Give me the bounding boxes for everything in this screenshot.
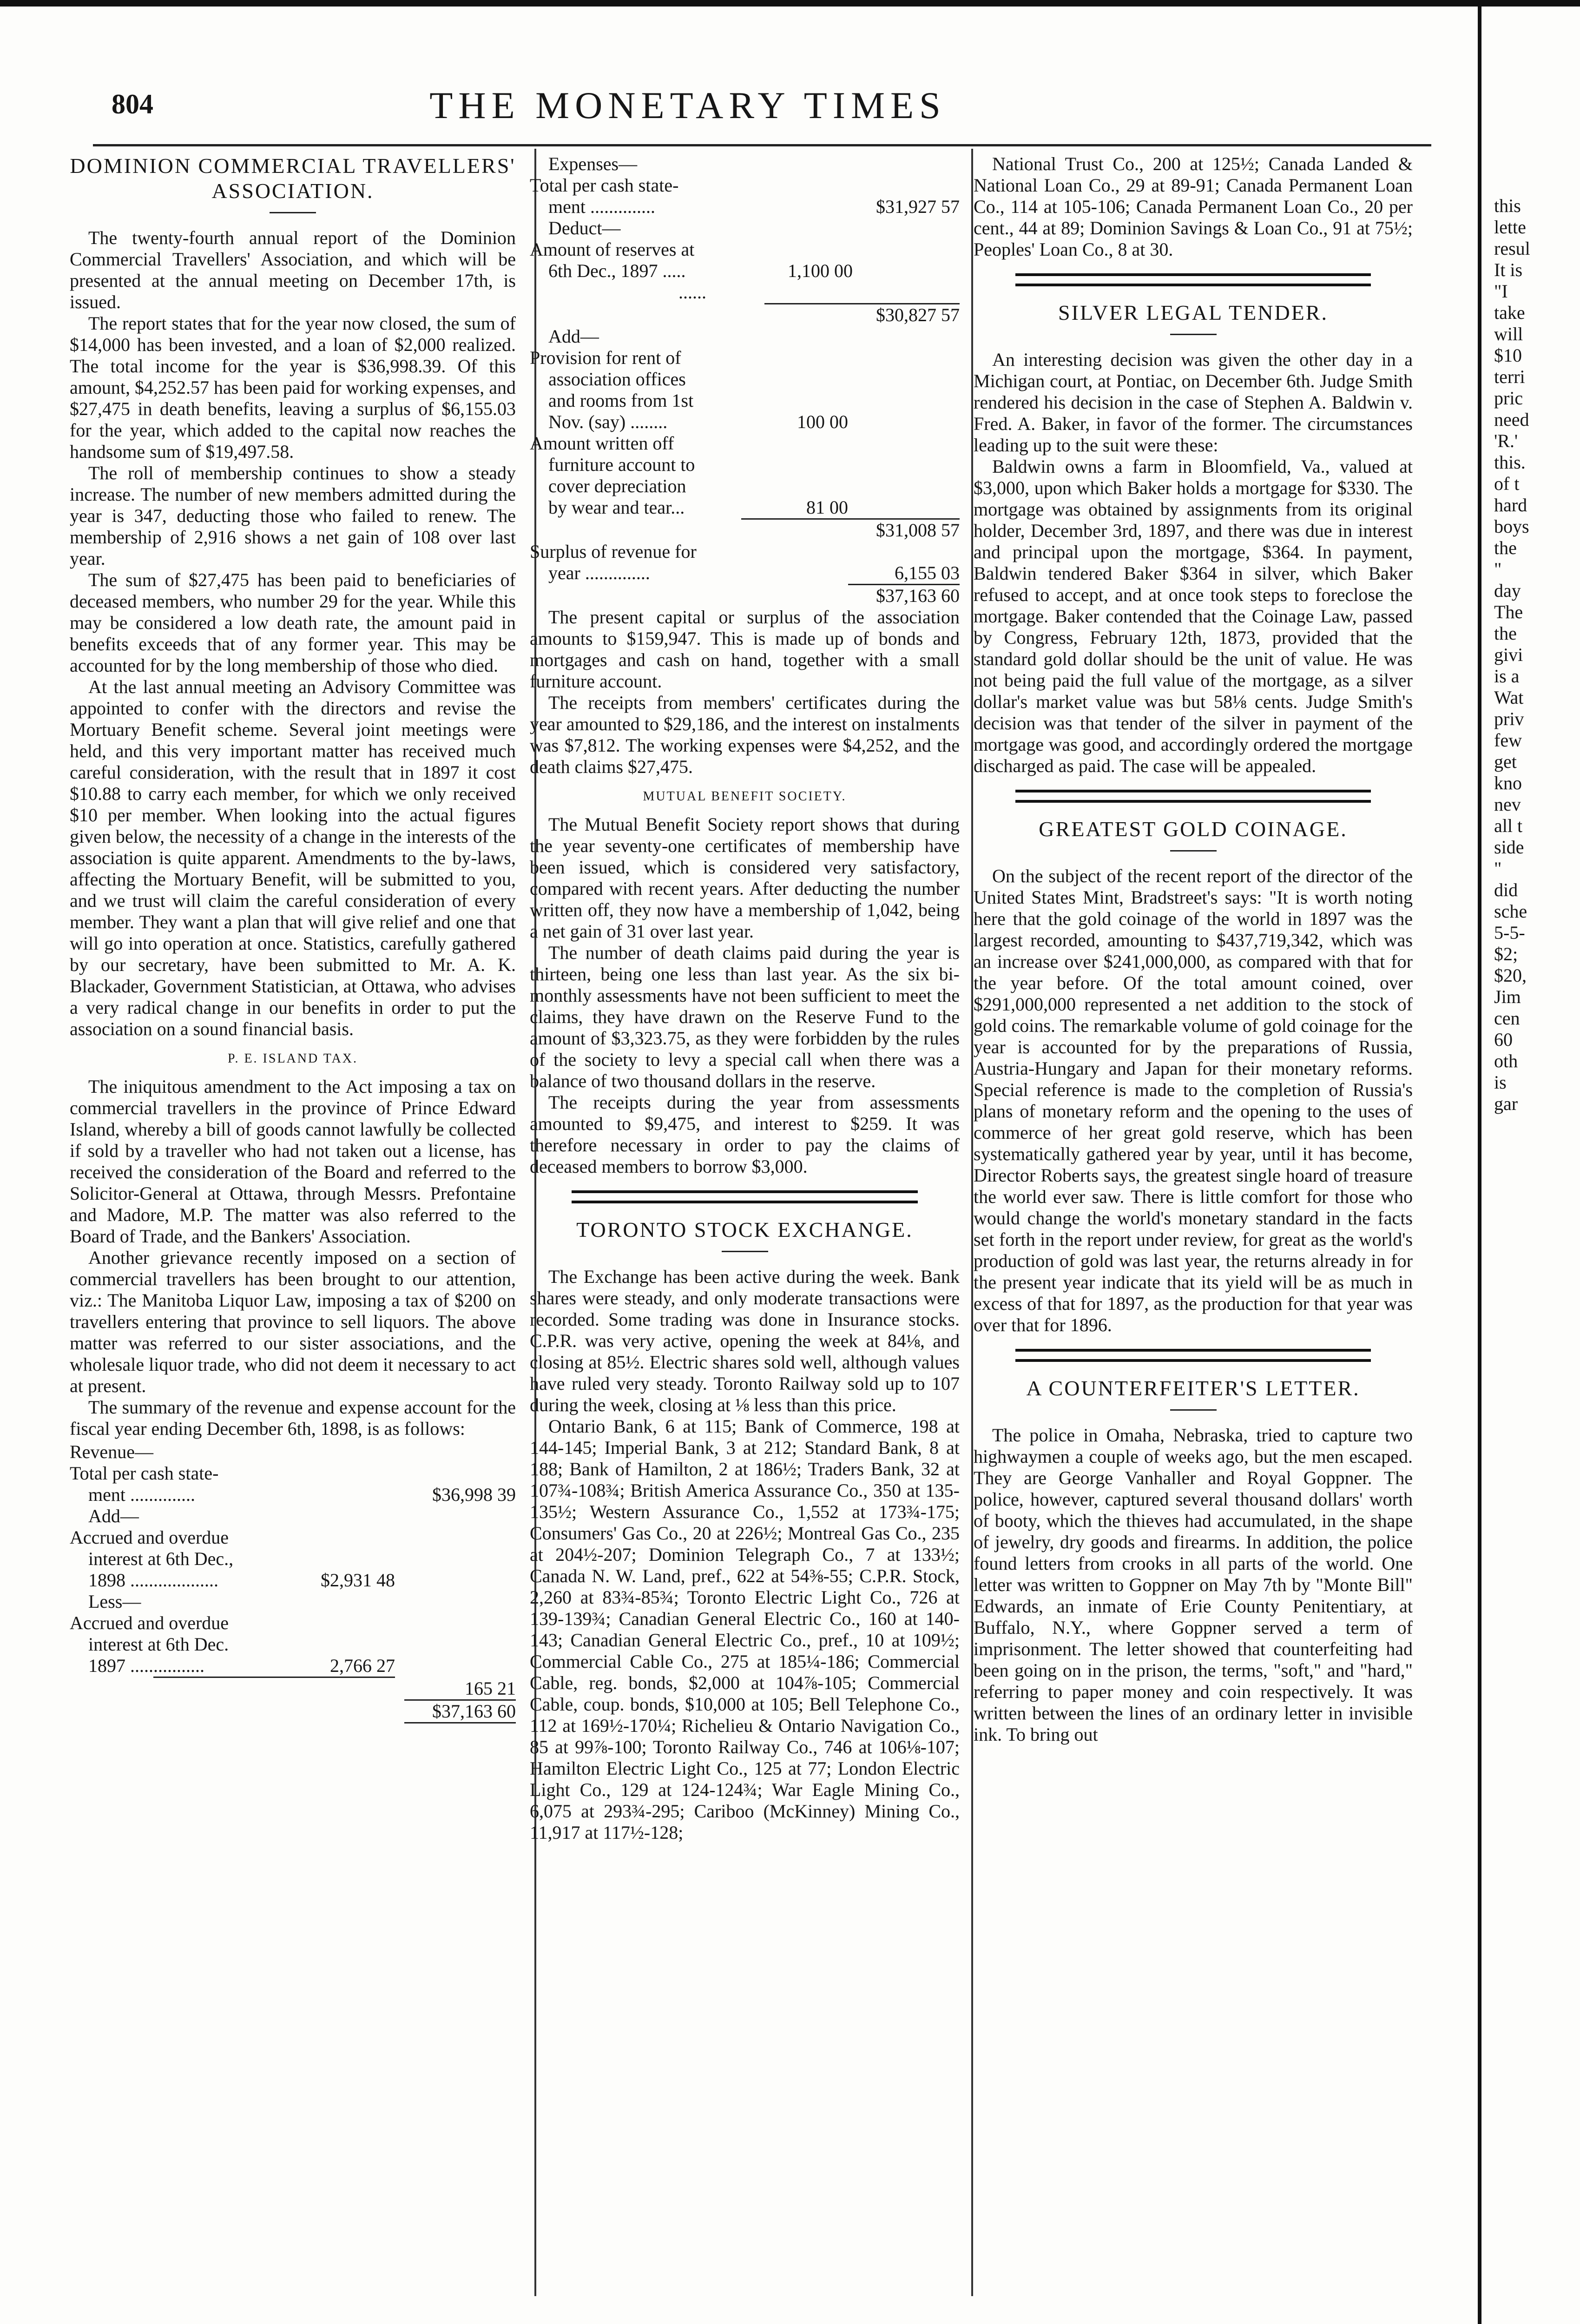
fragment-line: did bbox=[1494, 879, 1518, 900]
account-label: Surplus of revenue for bbox=[530, 541, 697, 562]
account-value: 100 00 bbox=[797, 411, 848, 432]
fragment-line: hard bbox=[1494, 495, 1527, 515]
account-label: interest at 6th Dec., bbox=[88, 1548, 234, 1569]
fragment-line: priv bbox=[1494, 708, 1524, 729]
paragraph: The police in Omaha, Nebraska, tried to capture two highwaymen a couple of weeks ago, but the men escaped. They are George Vanhaller and Royal Goppner. The police, however, captured several thousand dollars' worth of booty, which the thieves had accumulated, in the shape of jewelry, dry goods and firearms. In addition, the police found letters from crooks in all parts of the world. One letter was written to Goppner on May 7th by "Monte Bill" Edwards, an inmate of Erie County Penitentiary, at Buffalo, N.Y., where Goppner served a term of imprisonment. The letter showed that counterfeiting had been going on in the prison, the terms, "soft," and "hard," referring to paper money and coin respectively. It was written between the lines of an ordinary letter in invisible ink. To bring out bbox=[974, 1425, 1413, 1745]
paragraph: Another grievance recently imposed on a section of commercial travellers has been brought to our attention, viz.: The Manitoba Liquor Law, imposing a tax of $200 on travellers entering that province to sell liquors. The above matter was referred to our sister associations, and the wholesale liquor trade, who did not deem it necessary to act at present. bbox=[70, 1247, 516, 1396]
paragraph: The roll of membership continues to show a steady increase. The number of new members admitted during the year is 347, deducting those who failed to renew. The membership of 2,916 shows a net gain of 108 over last year. bbox=[70, 462, 516, 569]
paragraph: The report states that for the year now closed, the sum of $14,000 has been invested, and a loan of $2,000 realized. The total income for the year is $36,998.39. Of this amount, $4,252.57 has been paid for working expenses, and $27,475 in death benefits, leaving a surplus of $6,155.03 for the year, which added to the capital now reaches the handsome sum of $19,497.58. bbox=[70, 313, 516, 462]
fragment-line: The bbox=[1494, 601, 1523, 622]
expenses-heading: Expenses— bbox=[548, 153, 638, 174]
fragment-line: take bbox=[1494, 302, 1525, 323]
fragment-line: this bbox=[1494, 195, 1521, 216]
column-2 bbox=[530, 153, 960, 1843]
fragment-line: lette bbox=[1494, 217, 1526, 238]
paragraph: The summary of the revenue and expense account for the fiscal year ending December 6th, 1898, is as follows: bbox=[70, 1397, 516, 1439]
paragraph: The receipts during the year from assessments amounted to $9,475, and interest to $259. It was therefore necessary in order to pay the claims of deceased members to borrow $3,000. bbox=[530, 1092, 960, 1177]
fragment-line: resul bbox=[1494, 238, 1530, 259]
account-value: $30,827 57 bbox=[876, 304, 960, 325]
title-rule bbox=[1170, 1409, 1217, 1411]
fragment-line: side bbox=[1494, 837, 1524, 858]
paragraph: The number of death claims paid during the year is thirteen, being one less than last year. As the six bi-monthly assessments have not been sufficient to meet the claims, they have drawn on the Reserve Fund to the amount of $3,323.75, as they were forbidden by the rules of the society to levy a special call when there was a balance of two thousand dollars in the reserve. bbox=[530, 942, 960, 1091]
revenue-heading: Revenue— bbox=[70, 1441, 153, 1462]
fragment-line: terri bbox=[1494, 366, 1525, 387]
fragment-line: " bbox=[1494, 559, 1502, 580]
fragment-line: is a bbox=[1494, 666, 1520, 687]
sum-rule bbox=[404, 1722, 516, 1723]
account-heading: Deduct— bbox=[548, 218, 621, 238]
fragment-line: kno bbox=[1494, 772, 1522, 793]
account-total: $37,163 60 bbox=[432, 1701, 516, 1722]
fragment-line: givi bbox=[1494, 644, 1523, 665]
fragment-line: cen bbox=[1494, 1008, 1520, 1029]
account-label: 1897 ................ bbox=[88, 1655, 204, 1676]
article-title-commercial-travellers: DOMINION COMMERCIAL TRAVELLERS' ASSOCIATION. bbox=[70, 154, 516, 203]
fragment-line: sche bbox=[1494, 901, 1527, 922]
fragment-line: "I bbox=[1494, 281, 1508, 302]
account-label: by wear and tear... bbox=[548, 497, 685, 518]
section-double-rule bbox=[1015, 273, 1371, 286]
paragraph: The Exchange has been active during the week. Bank shares were steady, and only moderate transactions were recorded. Some trading was done in Insurance stocks. C.P.R. was very active, opening the week at 84⅛, and closing at 85½. Electric shares sold well, although values have ruled very steady. Toronto Railway sold up to 107 during the week, closing at ⅛ less than this price. bbox=[530, 1266, 960, 1415]
section-double-rule bbox=[572, 1190, 918, 1203]
fragment-line: Wat bbox=[1494, 687, 1524, 708]
article-title-counterfeiter: A COUNTERFEITER'S LETTER. bbox=[1026, 1376, 1360, 1400]
subhead-pei-tax: P. E. ISLAND TAX. bbox=[227, 1051, 358, 1066]
account-label: Total per cash state- bbox=[530, 175, 679, 196]
account-label: Accrued and overdue bbox=[70, 1527, 229, 1548]
subhead-mutual-benefit: MUTUAL BENEFIT SOCIETY. bbox=[643, 789, 847, 804]
paragraph: The twenty-fourth annual report of the Dominion Commercial Travellers' Association, and which will be presented at the annual meeting on December 17th, is issued. bbox=[70, 227, 516, 312]
account-label: Provision for rent of bbox=[530, 347, 681, 368]
fragment-line: 5-5- bbox=[1494, 922, 1525, 943]
fragment-line: $10 bbox=[1494, 345, 1522, 366]
section-double-rule bbox=[1015, 790, 1371, 803]
account-label: 1898 ................... bbox=[88, 1570, 218, 1591]
account-value: 6,155 03 bbox=[895, 562, 960, 583]
paragraph: Baldwin owns a farm in Bloomfield, Va., valued at $3,000, upon which Baker holds a mortgage for $330. The mortgage was obtained by assignments from its original holder, December 3rd, 1897, and there was due in interest and principal upon the mortgage, $364. In payment, Baldwin tendered Baker $364 in silver, which Baker refused to accept, and at once took steps to foreclose the mortgage. Baker contended that the Coinage Law, passed by Congress, February 12th, 1873, provided that the standard gold dollar should be the unit of value. He was not being paid the full value of the mortgage, as a silver dollar's market value was but 58⅛ cents. Judge Smith's decision was that tender of the silver in payment of the mortgage was good, and accordingly ordered the mortgage discharged as paid. The case will be appealed. bbox=[974, 456, 1413, 776]
adjacent-page-fragment bbox=[1494, 195, 1578, 1115]
paragraph: The present capital or surplus of the association amounts to $159,947. This is made up of bonds and mortgages and cash on hand, together with a small furniture account. bbox=[530, 607, 960, 692]
column-divider-2 bbox=[971, 149, 973, 2296]
account-heading: Less— bbox=[88, 1591, 141, 1612]
account-total: $37,163 60 bbox=[876, 585, 960, 606]
paragraph: National Trust Co., 200 at 125½; Canada Landed & National Loan Co., 29 at 89-91; Canada Permanent Loan Co., 114 at 105-106; Canada Permanent Loan Co., 20 per cent., 44 at 89; Dominion Savings & Loan Co., 91 at 75½; Peoples' Loan Co., 8 at 30. bbox=[974, 153, 1413, 260]
paragraph: The receipts from members' certificates during the year amounted to $29,186, and the interest on instalments was $7,812. The working expenses were $4,252, and the death claims $27,475. bbox=[530, 692, 960, 777]
paragraph: The iniquitous amendment to the Act imposing a tax on commercial travellers in the province of Prince Edward Island, whereby a bill of goods cannot lawfully be collected if sold by a traveller who had not taken out a license, has received the consideration of the Board and referred to the Solicitor-General at Ottawa, through Messrs. Prefontaine and Madore, M.P. The matter was also referred to the Board of Trade, and the Bankers' Association. bbox=[70, 1076, 516, 1247]
page-top-border bbox=[0, 0, 1580, 7]
fragment-line: pric bbox=[1494, 388, 1523, 409]
column-1 bbox=[70, 153, 516, 1723]
article-title-silver-tender: SILVER LEGAL TENDER. bbox=[1058, 301, 1328, 324]
fragment-line: the bbox=[1494, 537, 1517, 558]
account-dots: ...... bbox=[678, 282, 706, 303]
fragment-line: oth bbox=[1494, 1050, 1518, 1071]
account-value: 81 00 bbox=[806, 497, 848, 518]
fragment-line: of t bbox=[1494, 473, 1520, 494]
paragraph: At the last annual meeting an Advisory Committee was appointed to confer with the directors and revise the Mortuary Benefit scheme. Several joint meetings were held, and this very important matter has received much careful consideration, with the result that in 1897 it cost $10.88 to carry each member, for which we only received $10 per member. When looking into the actual figures given below, the necessity of a change in the interests of the association is quite apparent. Amendments to the by-laws, affecting the Mortuary Benefit, will be submitted to you, and we trust will claim the careful consideration of every member. They want a plan that will give relief and one that will go into operation at once. Statistics, carefully gathered by our secretary, have been submitted to Mr. A. K. Blackader, Government Statistician, at Ottawa, who advises a very radical change in our benefits in order to put the association on a sound financial basis. bbox=[70, 676, 516, 1039]
account-label: Accrued and overdue bbox=[70, 1612, 229, 1633]
fragment-line: $20, bbox=[1494, 965, 1527, 986]
column-3 bbox=[974, 153, 1413, 1745]
account-heading: Add— bbox=[548, 326, 599, 347]
title-rule bbox=[1170, 850, 1217, 852]
fragment-line: gar bbox=[1494, 1093, 1518, 1114]
account-label: association offices bbox=[548, 369, 686, 390]
page-right-border bbox=[1478, 0, 1481, 2324]
fragment-line: It is bbox=[1494, 259, 1523, 280]
expense-account-table bbox=[530, 153, 960, 607]
paragraph: The Mutual Benefit Society report shows that during the year seventy-one certificates of membership have been issued, which is considered very satisfactory, compared with recent years. After deducting the number written off, they now have a membership of 1,042, being a net gain of 31 over last year. bbox=[530, 814, 960, 942]
account-label: furniture account to bbox=[548, 454, 695, 475]
section-double-rule bbox=[1015, 1349, 1371, 1362]
header-rule bbox=[93, 144, 1431, 146]
account-label: ment .............. bbox=[88, 1484, 195, 1505]
fragment-line: " bbox=[1494, 858, 1502, 879]
masthead-title: THE MONETARY TIMES bbox=[429, 84, 946, 126]
account-label: ment .............. bbox=[548, 196, 655, 217]
account-label: 6th Dec., 1897 ..... bbox=[548, 260, 686, 281]
account-label: interest at 6th Dec. bbox=[88, 1634, 229, 1655]
fragment-line: need bbox=[1494, 409, 1529, 430]
fragment-line: boys bbox=[1494, 516, 1529, 537]
account-label: cover depreciation bbox=[548, 475, 686, 496]
paragraph: On the subject of the recent report of the director of the United States Mint, Bradstreet's says: "It is worth noting here that the gold coinage of the world in 1897 was the largest recorded, amounting to $437,719,342, which was an increase over $241,000,000, as compared with that for the year before. Of the total amount coined, over $291,000,000 represented a net addition to the stock of gold coins. The remarkable volume of gold coinage for the year is accounted for by the preparations of Russia, Austria-Hungary and Japan for their monetary reforms. Special reference is made to the completion of Russia's plans of monetary reform and the opening to the uses of commerce of her great gold reserve, which has been systematically gathered year by year, until it has become, Director Roberts says, the greatest single hoard of treasure the world ever saw. There is little comfort for those who would change the world's monetary standard in the facts set forth in the report under review, for great as the world's production of gold was last year, the returns already in for the present year indicate that its yield will be as much in excess of that for 1897, as the production for that year was over that for 1896. bbox=[974, 865, 1413, 1335]
fragment-line: $2; bbox=[1494, 944, 1518, 964]
revenue-account-table bbox=[70, 1441, 516, 1723]
paragraph: An interesting decision was given the other day in a Michigan court, at Pontiac, on December 6th. Judge Smith rendered his decision in the case of Stephen A. Baldwin v. Fred. A. Baker, in favor of the former. The circumstances leading up to the suit were these: bbox=[974, 349, 1413, 456]
account-label: year .............. bbox=[548, 562, 650, 583]
title-rule bbox=[1170, 334, 1217, 335]
fragment-line: will bbox=[1494, 324, 1523, 344]
fragment-line: all t bbox=[1494, 815, 1523, 836]
fragment-line: nev bbox=[1494, 794, 1521, 815]
title-rule bbox=[722, 1251, 768, 1252]
account-label: Nov. (say) ........ bbox=[548, 411, 668, 432]
fragment-line: the bbox=[1494, 623, 1517, 644]
title-rule bbox=[270, 212, 316, 213]
paragraph: The sum of $27,475 has been paid to beneficiaries of deceased members, who number 29 for the year. While this may be considered a low death rate, the amount paid in benefits exceeds that of any former year. This may be accounted for by the long membership of those who died. bbox=[70, 569, 516, 676]
fragment-line: Jim bbox=[1494, 986, 1521, 1007]
fragment-line: 'R.' bbox=[1494, 430, 1518, 451]
page-number: 804 bbox=[112, 89, 153, 119]
account-value: $31,927 57 bbox=[876, 196, 960, 217]
paragraph: Ontario Bank, 6 at 115; Bank of Commerce, 198 at 144-145; Imperial Bank, 3 at 212; Standard Bank, 8 at 188; Bank of Hamilton, 2 at 186½; Traders Bank, 32 at 107¾-108¾; British America Assurance Co., 350 at 135-135½; Western Assurance Co., 1,552 at 173¾-175; Consumers' Gas Co., 20 at 226½; Montreal Gas Co., 235 at 204½-207; Dominion Telegraph Co., 7 at 133½; Canada N. W. Land, pref., 622 at 54⅜-55; C.P.R. Stock, 2,260 at 83¾-85¾; Toronto Electric Light Co., 726 at 139-139¾; Canadian General Electric Co., 160 at 140-143; Canadian General Electric Co., pref., 10 at 109½; Commercial Cable Co., 275 at 185¼-186; Commercial Cable, reg. bonds, $2,000 at 104⅞-105; Commercial Cable, coup. bonds, $10,000 at 105; Bell Telephone Co., 112 at 169½-170¼; Richelieu & Ontario Navigation Co., 85 at 99⅞-100; Toronto Railway Co., 746 at 106⅛-107; Hamilton Electric Light Co., 125 at 77; London Electric Light Co., 129 at 124-124¾; War Eagle Mining Co., 6,075 at 293¾-295; Cariboo (McKinney) Mining Co., 11,917 at 117½-128; bbox=[530, 1416, 960, 1843]
fragment-line: day bbox=[1494, 580, 1521, 601]
account-value: 2,766 27 bbox=[330, 1655, 395, 1676]
account-value: $31,008 57 bbox=[876, 520, 960, 541]
account-value: $36,998 39 bbox=[432, 1484, 516, 1505]
account-label: Amount of reserves at bbox=[530, 239, 695, 260]
account-value: 1,100 00 bbox=[788, 260, 853, 281]
fragment-line: few bbox=[1494, 730, 1522, 751]
account-value: 165 21 bbox=[465, 1678, 516, 1699]
article-title-gold-coinage: GREATEST GOLD COINAGE. bbox=[1039, 817, 1348, 841]
fragment-line: is bbox=[1494, 1072, 1507, 1093]
account-heading: Add— bbox=[88, 1505, 139, 1526]
account-value: $2,931 48 bbox=[321, 1570, 395, 1591]
account-label: Total per cash state- bbox=[70, 1463, 219, 1484]
account-label: and rooms from 1st bbox=[548, 390, 694, 411]
article-title-stock-exchange: TORONTO STOCK EXCHANGE. bbox=[576, 1218, 913, 1241]
fragment-line: get bbox=[1494, 751, 1517, 772]
fragment-line: 60 bbox=[1494, 1029, 1513, 1050]
fragment-line: this. bbox=[1494, 452, 1526, 473]
account-label: Amount written off bbox=[530, 433, 674, 454]
